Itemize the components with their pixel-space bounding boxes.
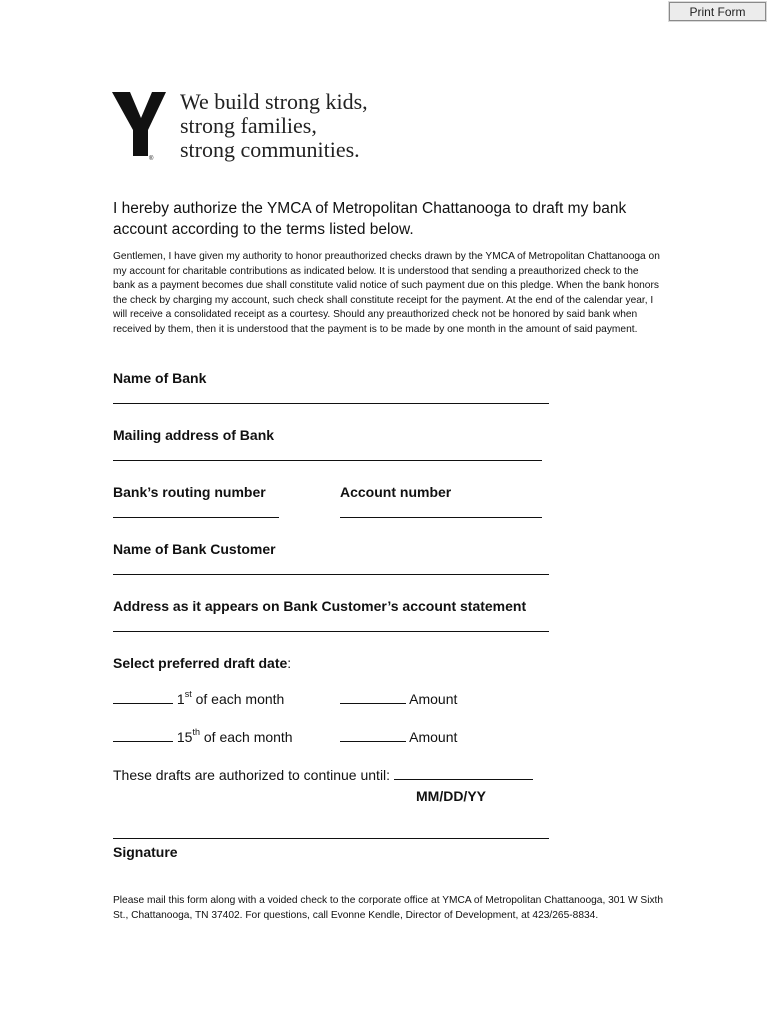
account-number-label: Account number bbox=[340, 484, 452, 500]
bank-address-field[interactable] bbox=[113, 460, 542, 461]
authorization-statement: I hereby authorize the YMCA of Metropolitan Chattanooga to draft my bank account according to the terms listed below. bbox=[113, 200, 627, 238]
customer-name-label: Name of Bank Customer bbox=[113, 541, 276, 557]
draft-date-heading: Select preferred draft date: bbox=[113, 655, 292, 671]
routing-number-field[interactable] bbox=[113, 517, 279, 518]
customer-address-label: Address as it appears on Bank Customer’s account statement bbox=[113, 598, 527, 614]
bank-name-label: Name of Bank bbox=[113, 370, 207, 386]
draft-1st-amount-field[interactable] bbox=[340, 692, 406, 704]
draft-1st-amount: Amount bbox=[340, 691, 457, 707]
mailing-instructions: Please mail this form along with a voided check to the corporate office at YMCA of Metropolitan Chattanooga, 301 W Sixth St., Chattanooga, TN 37402. For questions, call Evonne Kendle, Director of Development, at 423/265-8834. bbox=[113, 895, 664, 921]
customer-name-field[interactable] bbox=[113, 574, 549, 575]
ymca-logo bbox=[112, 90, 170, 162]
bank-address-label: Mailing address of Bank bbox=[113, 427, 275, 443]
draft-option-15th: 15th of each month bbox=[113, 729, 293, 745]
draft-15th-checkbox-field[interactable] bbox=[113, 730, 173, 742]
registered-mark: ® bbox=[149, 156, 154, 162]
date-format-label: MM/DD/YY bbox=[416, 788, 486, 804]
account-number-field[interactable] bbox=[340, 517, 542, 518]
routing-number-label: Bank’s routing number bbox=[113, 484, 266, 500]
ymca-y-icon bbox=[112, 90, 170, 162]
draft-15th-amount-field[interactable] bbox=[340, 730, 406, 742]
draft-option-1st: 1st of each month bbox=[113, 691, 284, 707]
draft-1st-checkbox-field[interactable] bbox=[113, 692, 173, 704]
customer-address-field[interactable] bbox=[113, 631, 549, 632]
slogan-line-3: strong communities. bbox=[180, 137, 360, 162]
continue-until-row: These drafts are authorized to continue until: bbox=[113, 767, 533, 783]
slogan-line-2: strong families, bbox=[180, 113, 317, 138]
signature-field[interactable] bbox=[113, 838, 549, 839]
slogan-line-1: We build strong kids, bbox=[180, 89, 368, 114]
end-date-field[interactable] bbox=[394, 768, 533, 780]
bank-name-field[interactable] bbox=[113, 403, 549, 404]
signature-label: Signature bbox=[113, 844, 178, 860]
ymca-slogan bbox=[180, 90, 420, 162]
draft-15th-amount: Amount bbox=[340, 729, 457, 745]
print-form-button[interactable]: Print Form bbox=[669, 2, 766, 21]
terms-paragraph: Gentlemen, I have given my authority to honor preauthorized checks drawn by the YMCA of Metropolitan Chattanooga on my account for charitable contributions as indicated below. It is understood that sending a preauthorized check to the bank as a payment becomes due shall constitute valid notice of such payment due on this pledge. When the bank honors the check by charging my account, such check shall constitute receipt for the payment. At the end of the calendar year, I will receive a consolidated receipt as a courtesy. Should any preauthorized check not be honored by said bank when received by them, then it is understood that the payment is to be made by one month in the amount of said payment. bbox=[113, 251, 660, 335]
